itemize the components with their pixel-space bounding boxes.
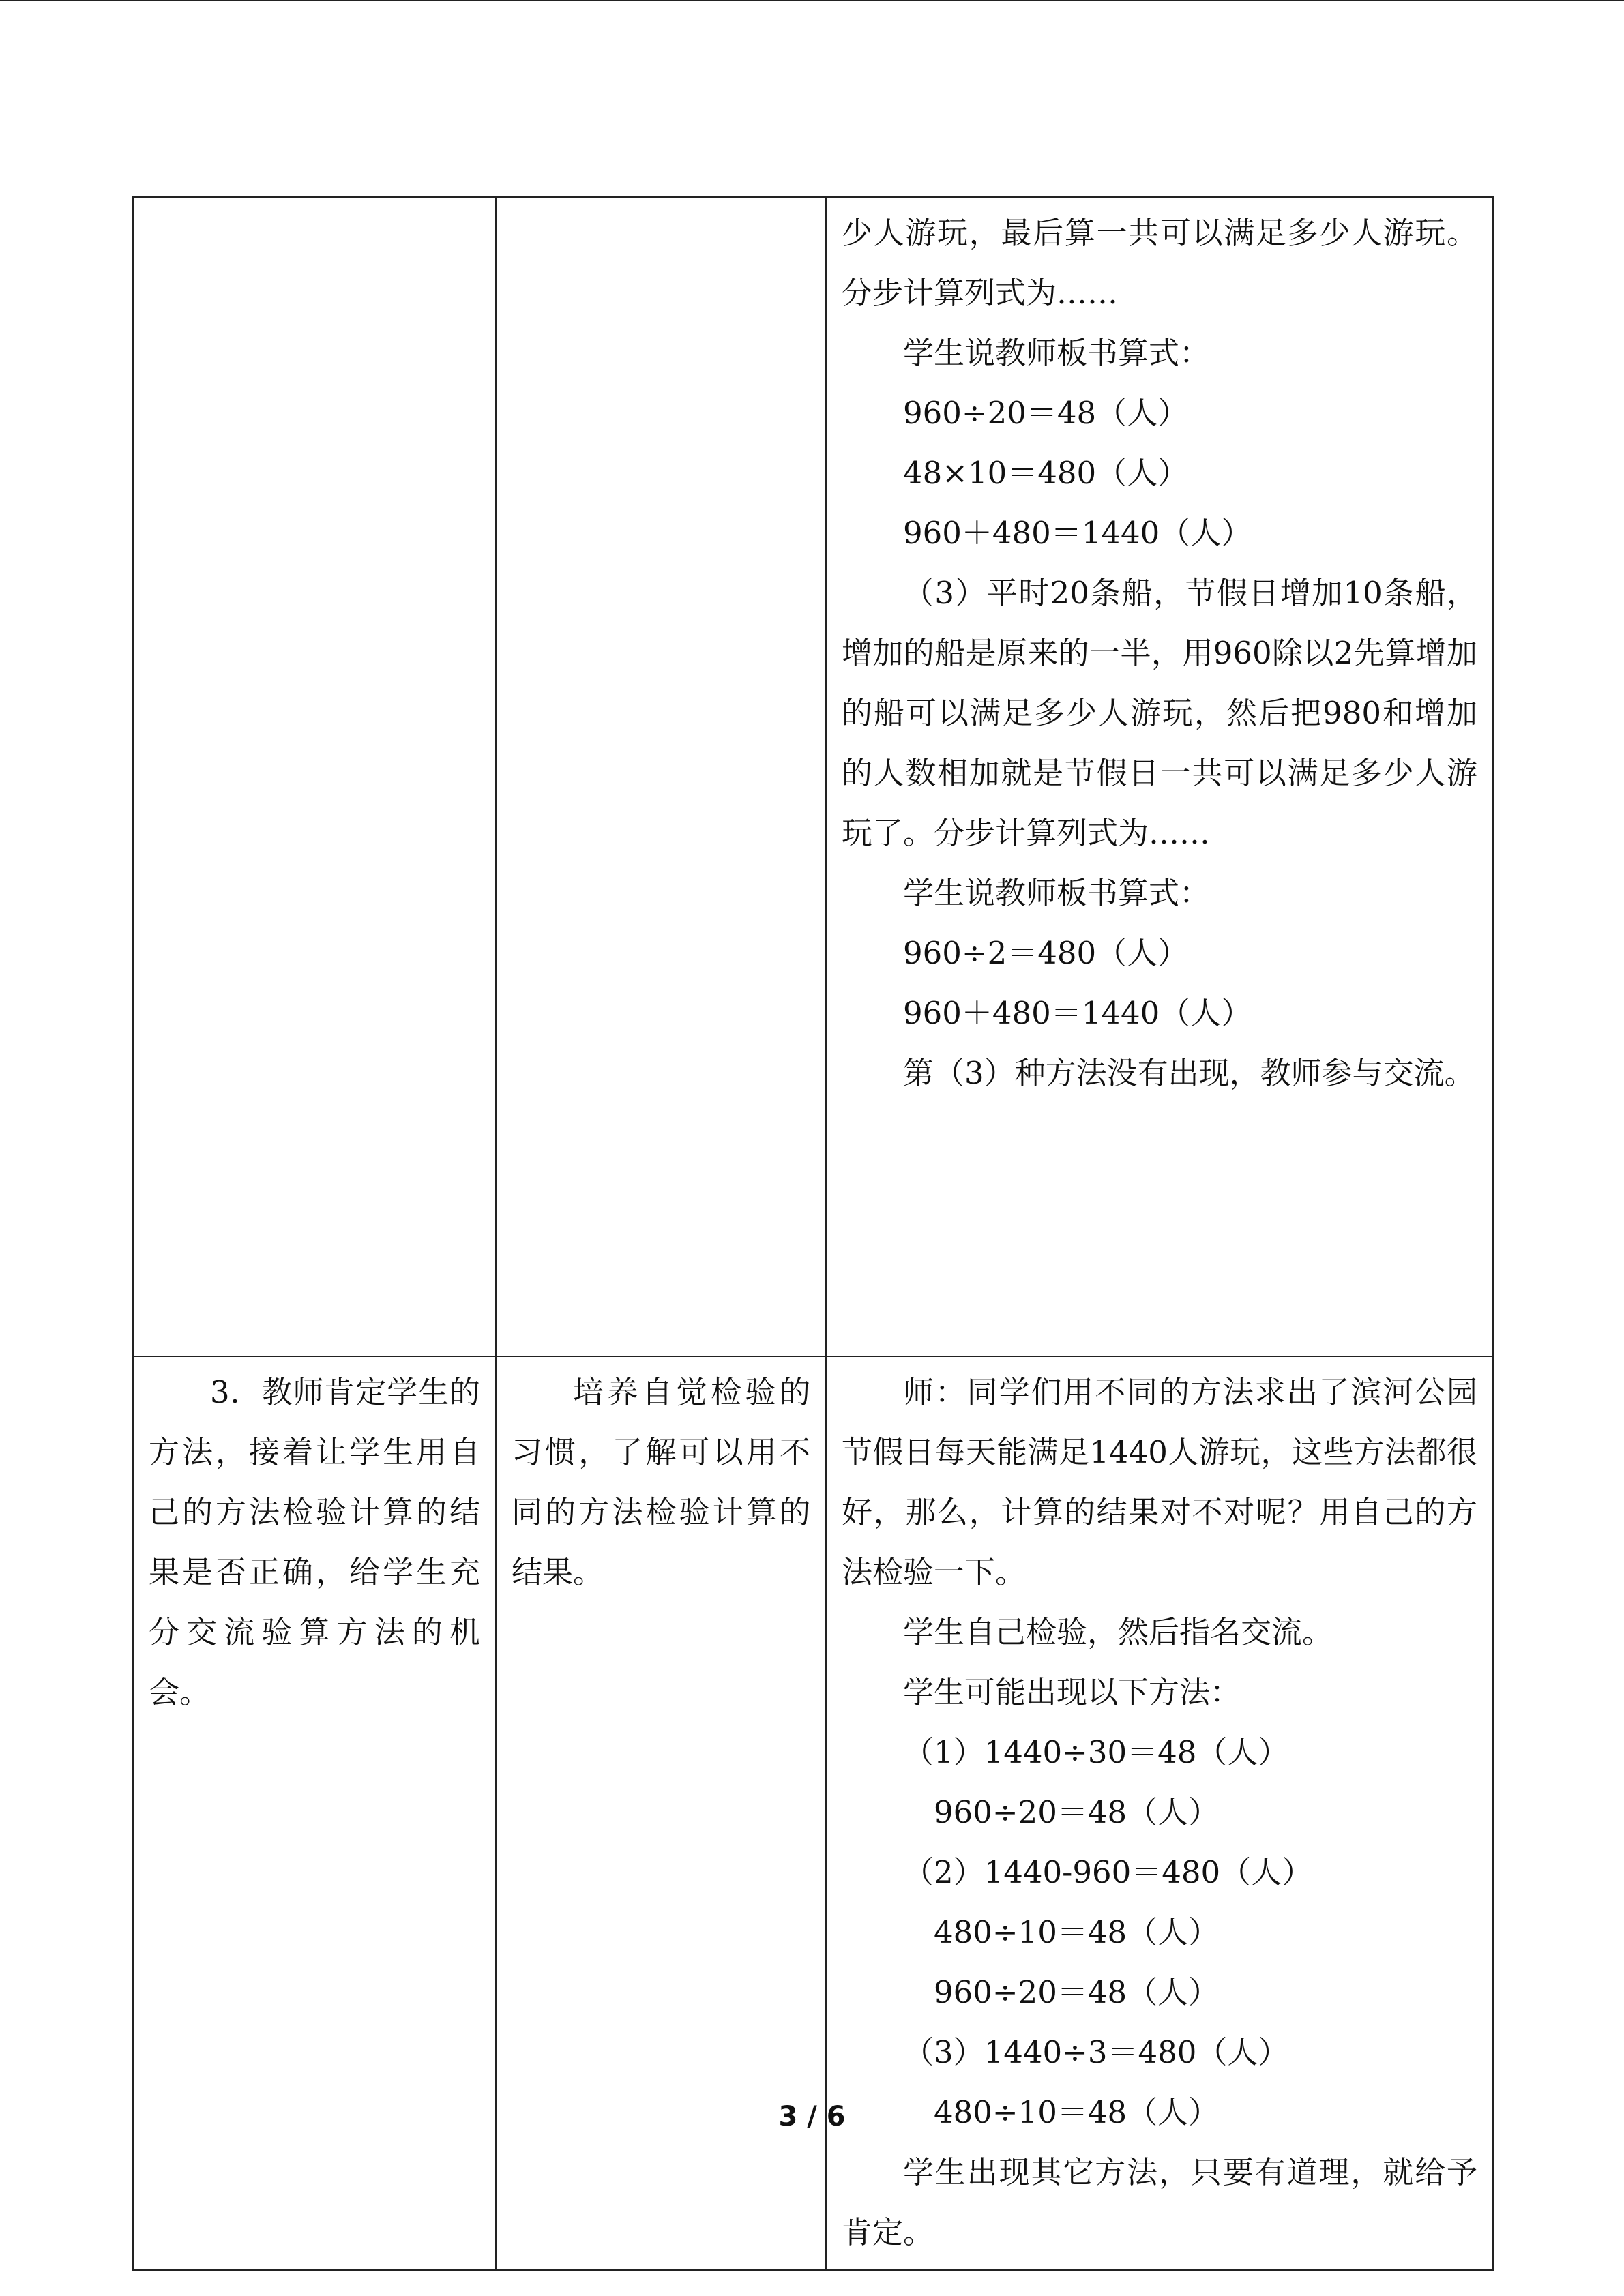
activity-paragraph: 960÷20＝48（人） — [934, 1974, 1220, 2010]
teaching-process-cell — [133, 197, 496, 1356]
activity-paragraph: 学生说教师板书算式： — [903, 335, 1211, 371]
table-row — [133, 197, 1493, 1356]
table-row — [133, 1356, 1493, 2270]
activity-paragraph: 960＋480＝1440（人） — [903, 995, 1252, 1031]
teaching-step-text: 3．教师肯定学生的方法，接着让学生用自己的方法检验计算的结果是否正确，给学生充分交流验算方法的机会。 — [149, 1374, 480, 1710]
design-intent-cell — [496, 197, 826, 1356]
page-top-border — [0, 0, 1624, 1]
teaching-process-cell — [133, 1356, 496, 2270]
page-number: 3 / 6 — [778, 2101, 846, 2132]
activity-paragraph: 少人游玩，最后算一共可以满足多少人游玩。分步计算列式为…… — [842, 215, 1477, 311]
lesson-plan-table — [132, 196, 1494, 2271]
activity-paragraph: （3）平时20条船，节假日增加10条船，增加的船是原来的一半，用960除以2先算增加的船可以满足多少人游玩，然后把980和增加的人数相加就是节假日一共可以满足多少人游玩了。分步计算列式为…… — [842, 575, 1477, 851]
activity-paragraph: （2）1440-960＝480（人） — [903, 1854, 1313, 1890]
activity-paragraph: 960÷20＝48（人） — [903, 395, 1189, 431]
activity-cell — [826, 197, 1493, 1356]
activity-paragraph: 学生可能出现以下方法： — [903, 1674, 1241, 1710]
activity-paragraph: 48×10＝480（人） — [903, 455, 1189, 491]
activity-paragraph: 960＋480＝1440（人） — [903, 515, 1252, 551]
activity-paragraph: 960÷2＝480（人） — [903, 935, 1189, 971]
activity-paragraph: （3）1440÷3＝480（人） — [903, 2034, 1289, 2070]
activity-paragraph: 学生自己检验，然后指名交流。 — [903, 1614, 1333, 1650]
activity-paragraph: 第（3）种方法没有出现，教师参与交流。 — [903, 1055, 1475, 1091]
activity-paragraph: 960÷20＝48（人） — [934, 1794, 1220, 1830]
activity-paragraph: （1）1440÷30＝48（人） — [903, 1734, 1289, 1770]
design-intent-text: 培养自觉检验的习惯，了解可以用不同的方法检验计算的结果。 — [512, 1374, 810, 1590]
activity-paragraph: 师：同学们用不同的方法求出了滨河公园节假日每天能满足1440人游玩，这些方法都很好，那么，计算的结果对不对呢？用自己的方法检验一下。 — [842, 1374, 1477, 1590]
activity-paragraph: 学生说教师板书算式： — [903, 875, 1211, 911]
activity-paragraph: 480÷10＝48（人） — [934, 2094, 1220, 2130]
activity-cell — [826, 1356, 1493, 2270]
activity-paragraph: 480÷10＝48（人） — [934, 1914, 1220, 1950]
activity-paragraph: 学生出现其它方法，只要有道理，就给予肯定。 — [842, 2154, 1477, 2250]
design-intent-cell — [496, 1356, 826, 2270]
